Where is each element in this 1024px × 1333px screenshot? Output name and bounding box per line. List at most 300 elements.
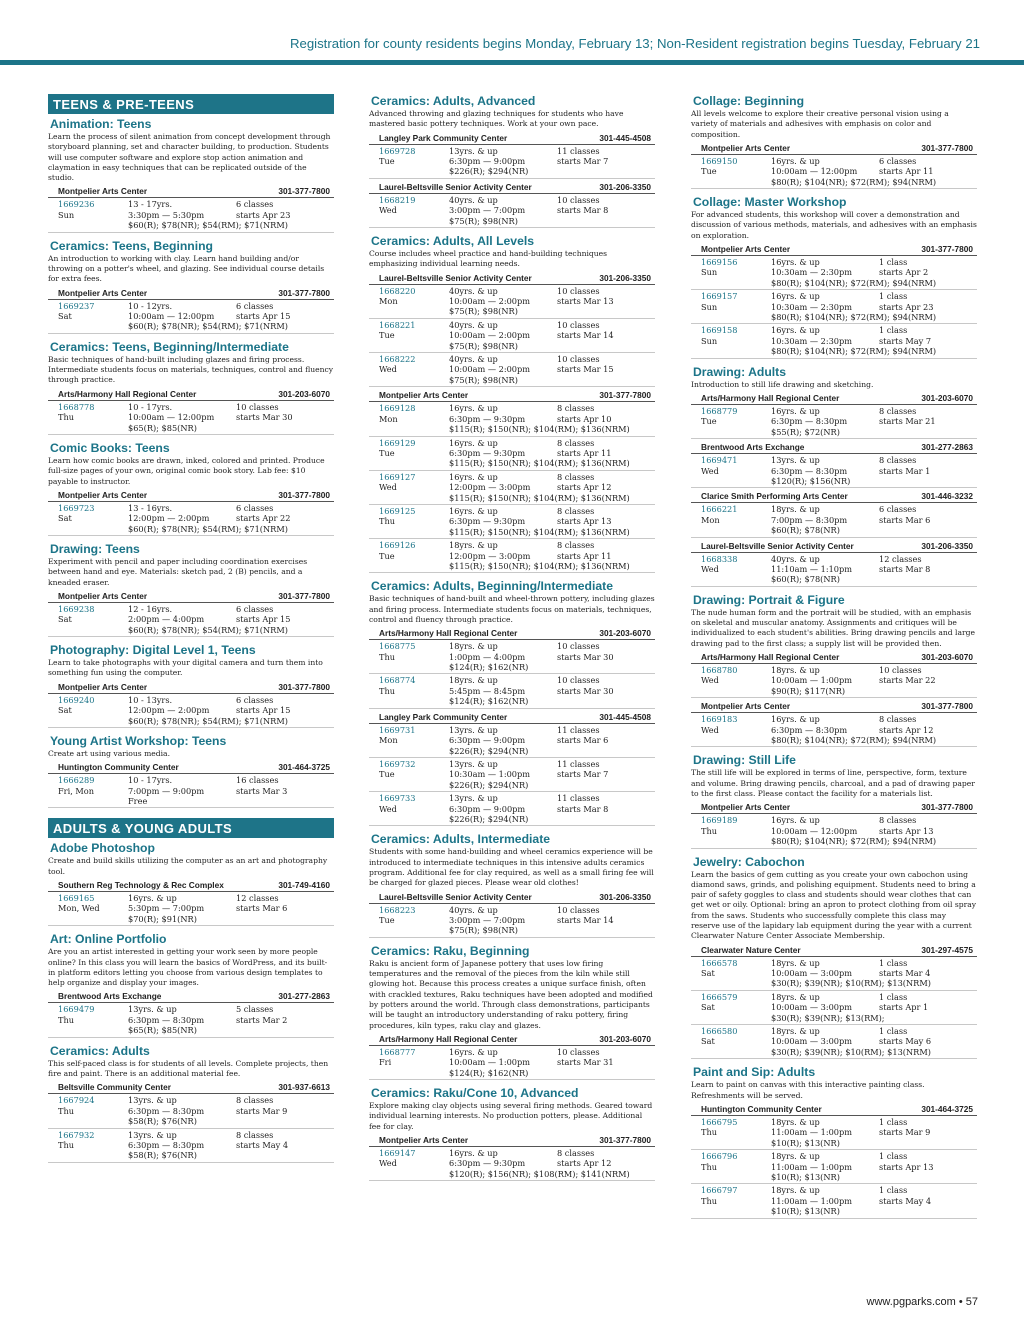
session-count: 1 class: [879, 1185, 908, 1196]
session-count: 10 classes: [557, 1046, 600, 1057]
session-code-day: [379, 540, 449, 571]
session-code-day: [701, 257, 771, 288]
course-code: 1668223: [379, 904, 416, 915]
session-day: Wed: [379, 205, 397, 216]
session-fee: $80(R); $104(NR); $72(RM); $94(NRM): [771, 176, 937, 187]
session-day: Wed: [701, 724, 719, 735]
location-row: [691, 392, 977, 405]
course-description: Learn to take photographs with your digital camera and turn them into something fun using the computer.: [48, 658, 323, 678]
course-block: [691, 855, 977, 1060]
course-description: Are you an artist interested in getting your work seen by more people online? In this class you will learn the basics of WordPress, and its built-in platform editors letting you choose from various design templates to help organize and display your images.: [48, 947, 328, 988]
location-phone: 301-377-7800: [599, 1134, 651, 1145]
session-age: 16yrs. & up: [771, 815, 820, 826]
session-schedule: [236, 503, 334, 534]
session-count: 8 classes: [236, 1095, 274, 1106]
session-start: starts Mar 30: [557, 685, 614, 696]
session-row: [369, 1046, 655, 1080]
location-name: Montpelier Arts Center: [701, 244, 791, 254]
location-row: [369, 891, 655, 904]
session-count: 10 classes: [557, 904, 600, 915]
course-code: 1669156: [701, 257, 738, 267]
session-schedule: [557, 540, 655, 571]
page-footer: www.pgparks.com • 57: [866, 1296, 978, 1308]
course-code: 1668222: [379, 354, 416, 365]
session-count: 8 classes: [236, 1129, 274, 1140]
location-name: Clearwater Nature Center: [701, 944, 801, 955]
session-code-day: [701, 714, 771, 745]
location-phone: 301-377-7800: [278, 489, 330, 500]
session-start: starts Apr 12: [557, 1158, 612, 1169]
session-code-day: [379, 1148, 449, 1179]
session-age: 13yrs. & up: [128, 1129, 177, 1140]
course-code: 1666579: [701, 991, 738, 1002]
location-phone: 301-446-3232: [921, 491, 973, 502]
session-start: starts Apr 11: [879, 166, 934, 177]
session-schedule: [236, 402, 334, 433]
course-title: Ceramics: Adults, Intermediate: [371, 832, 551, 847]
location-name: Huntington Community Center: [701, 1103, 822, 1114]
location-phone: 301-445-4508: [599, 132, 651, 143]
course-description: All levels welcome to explore their creative personal vision using a variety of materials and adhesives with emphasis on color and composition.: [691, 109, 949, 139]
session-age: 18yrs. & up: [771, 991, 820, 1002]
course-code: 1668780: [701, 665, 738, 676]
session-time: 6:30pm — 8:30pm: [771, 416, 848, 427]
location-name: Arts/Harmony Hall Regional Center: [58, 388, 197, 399]
course-code: 1666221: [701, 504, 738, 515]
session-details: [449, 793, 557, 824]
session-age: 10 - 12yrs.: [128, 300, 173, 311]
session-schedule: [236, 604, 334, 635]
session-age: 18yrs. & up: [771, 1026, 820, 1037]
session-schedule: [557, 286, 655, 317]
session-schedule: [557, 1148, 655, 1179]
session-row: [369, 319, 655, 353]
course-code: 1669129: [379, 437, 416, 448]
course-description: Learn how comic books are drawn, inked, colored and printed. Produce full-size pages of your own, original comic book story. Lab fee: $10 payable to instructor.: [48, 455, 325, 486]
session-row: [691, 405, 977, 439]
session-start: starts Apr 23: [236, 209, 291, 220]
session-time: 1:00pm — 4:00pm: [449, 651, 526, 662]
session-time: 10:30am — 2:30pm: [771, 267, 853, 278]
course-code: 1666795: [701, 1116, 738, 1127]
session-code-day: [701, 958, 771, 989]
course-code: 1666580: [701, 1026, 738, 1037]
session-details: [449, 905, 557, 936]
location-row: [369, 132, 655, 145]
session-time: 11:00am — 1:00pm: [771, 1161, 853, 1172]
course-title: Collage: Beginning: [693, 94, 805, 108]
location-name: Arts/Harmony Hall Regional Center: [379, 628, 518, 639]
session-details: [771, 1117, 879, 1148]
session-day: Fri, Mon: [58, 785, 95, 796]
course-code: 1669471: [701, 455, 738, 466]
course-block: [48, 239, 334, 334]
session-count: 8 classes: [557, 437, 595, 448]
session-day: Mon: [379, 413, 398, 424]
course-title: Ceramics: Adults, All Levels: [371, 234, 535, 249]
session-row: [369, 505, 655, 539]
session-fee: $75(R); $98(NR): [449, 306, 518, 317]
session-age: 16yrs. & up: [449, 1147, 498, 1158]
session-day: Sun: [701, 335, 718, 346]
session-code-day: [701, 992, 771, 1023]
session-start: starts Apr 23: [879, 301, 934, 312]
location-row: [691, 1103, 977, 1116]
session-time: 12:00pm — 2:00pm: [128, 513, 210, 524]
session-code-day: [701, 325, 771, 356]
session-start: starts May 7: [879, 335, 932, 346]
session-code-day: [701, 1185, 771, 1216]
session-details: [771, 1151, 879, 1182]
session-age: 10 - 17yrs.: [128, 775, 173, 786]
course-code: 1669126: [379, 540, 416, 551]
session-day: Sat: [58, 614, 72, 625]
session-count: 6 classes: [236, 300, 274, 311]
session-age: 16yrs. & up: [771, 714, 820, 725]
session-fee: $30(R); $39(NR); $10(RM); $13(NRM): [771, 978, 931, 989]
location-row: [48, 388, 334, 401]
session-time: 6:30pm — 9:00pm: [449, 803, 526, 814]
session-code-day: [379, 793, 449, 824]
session-start: starts Mar 7: [557, 156, 609, 166]
session-time: 10:00am — 1:00pm: [771, 675, 853, 686]
session-code-day: [58, 199, 128, 230]
session-count: 5 classes: [236, 1004, 274, 1015]
session-age: 18yrs. & up: [771, 1185, 820, 1196]
session-details: [449, 725, 557, 756]
course-title: Young Artist Workshop: Teens: [50, 733, 227, 748]
session-details: [771, 455, 879, 486]
session-time: 6:30pm — 9:30pm: [449, 516, 526, 527]
session-time: 3:00pm — 7:00pm: [449, 205, 526, 216]
session-start: starts Mar 1: [879, 465, 931, 476]
session-start: starts Mar 8: [557, 205, 609, 216]
session-age: 40yrs. & up: [449, 285, 498, 296]
session-start: starts Apr 13: [879, 825, 934, 836]
session-row: [691, 290, 977, 324]
session-day: Mon: [701, 514, 720, 525]
session-time: 3:00pm — 7:00pm: [449, 914, 526, 925]
session-count: 6 classes: [236, 199, 274, 210]
session-schedule: [236, 1004, 334, 1035]
session-time: 10:30am — 2:30pm: [771, 301, 853, 312]
location-row: [691, 441, 977, 454]
session-day: Thu: [58, 1139, 75, 1150]
session-schedule: [879, 455, 977, 486]
location-phone: 301-206-3350: [599, 181, 651, 192]
session-schedule: [879, 992, 977, 1023]
session-row: [691, 957, 977, 991]
session-time: 6:30pm — 9:00pm: [449, 735, 526, 746]
session-row: [691, 256, 977, 290]
session-details: [449, 146, 557, 177]
course-code: 1669127: [379, 471, 416, 482]
session-start: starts Mar 8: [879, 564, 931, 575]
session-code-day: [701, 455, 771, 486]
session-row: [691, 155, 977, 189]
session-fee: $124(R); $162(NR): [449, 696, 529, 707]
session-time: 6:30pm — 8:30pm: [128, 1139, 205, 1150]
course-description: For advanced students, this workshop will cover a demonstration and discussion of various methods, materials, and adhesives with an emphasis on exploration.: [691, 210, 977, 240]
session-age: 13yrs. & up: [449, 724, 498, 735]
session-age: 18yrs. & up: [771, 1116, 820, 1127]
session-fee: $124(R); $162(NR): [449, 662, 529, 673]
session-time: 6:30pm — 9:30pm: [449, 1158, 526, 1169]
session-details: [771, 504, 879, 535]
session-age: 16yrs. & up: [449, 505, 498, 516]
session-details: [449, 675, 557, 706]
session-time: 10:00am — 1:00pm: [449, 1057, 531, 1068]
session-time: 10:00am — 3:00pm: [771, 968, 853, 979]
session-age: 16yrs. & up: [449, 403, 498, 414]
location-name: Brentwood Arts Exchange: [701, 442, 805, 453]
session-row: [691, 503, 977, 537]
session-row: [691, 454, 977, 488]
course-description: Basic techniques of hand-built including glazes and firing process. Intermediate students focus on materials, techniques, control and fluency through practice.: [48, 354, 334, 385]
session-day: Mon, Wed: [58, 903, 100, 914]
session-day: Thu: [58, 412, 75, 423]
session-day: Tue: [379, 447, 395, 458]
session-age: 13yrs. & up: [449, 793, 498, 804]
session-age: 18yrs. & up: [771, 1151, 820, 1162]
session-schedule: [879, 714, 977, 745]
session-fee: Free: [128, 796, 148, 807]
course-block: [48, 117, 334, 233]
session-count: 8 classes: [557, 540, 595, 551]
location-row: [691, 142, 977, 155]
session-details: [449, 286, 557, 317]
session-code-day: [379, 354, 449, 385]
session-fee: $226(R); $294(NR): [449, 813, 529, 824]
banner-text: Registration for county residents begins Monday, February 13; Non-Resident registration begins Tuesday, February 21: [289, 36, 980, 51]
session-fee: $58(R); $76(NR): [128, 1150, 197, 1161]
location-row: [369, 1033, 655, 1046]
session-fee: $120(R); $156(NR); $108(RM); $141(NRM): [449, 1168, 630, 1179]
session-time: 6:30pm — 9:30pm: [449, 447, 526, 458]
session-day: Sat: [701, 1036, 715, 1047]
location-phone: 301-203-6070: [599, 1033, 651, 1044]
location-name: Montpelier Arts Center: [58, 590, 148, 601]
session-start: starts Mar 31: [557, 1057, 614, 1068]
course-title: Photography: Digital Level 1, Teens: [50, 643, 256, 658]
session-fee: $75(R); $98(NR): [449, 925, 518, 936]
session-age: 13yrs. & up: [128, 1004, 177, 1015]
location-phone: 301-377-7800: [921, 142, 973, 153]
session-schedule: [236, 199, 334, 230]
session-age: 16yrs. & up: [449, 437, 498, 448]
session-age: 13yrs. & up: [449, 145, 498, 156]
session-day: Tue: [379, 550, 395, 561]
session-code-day: [58, 1095, 128, 1126]
course-title: Drawing: Adults: [693, 364, 786, 379]
session-count: 1 class: [879, 291, 908, 302]
session-row: [48, 603, 334, 637]
session-fee: $70(R); $91(NR): [128, 913, 197, 924]
session-count: 11 classes: [557, 724, 600, 735]
session-time: 12:00pm — 3:00pm: [449, 550, 531, 561]
course-block: [48, 932, 334, 1037]
session-count: 8 classes: [879, 714, 917, 725]
session-fee: $30(R); $39(NR); $10(RM); $13(NRM): [771, 1046, 931, 1057]
session-row: [48, 1003, 334, 1037]
session-start: starts Apr 22: [236, 513, 291, 524]
course-description: Raku is ancient form of Japanese pottery that uses low firing temperatures and the removal of the pieces from the kiln while still glowing hot. Because this process creates a unique surface finish, often with crackled textures, Raku techniques have been adopted and modified by potters around the world. Through class demonstrations, participants will be taught an introductory understanding of raku pottery, firing procedures, kiln types, raku clay and glazes.: [369, 958, 653, 1030]
session-age: 18yrs. & up: [771, 665, 820, 676]
session-code-day: [379, 905, 449, 936]
session-row: [369, 437, 655, 471]
session-day: Sat: [58, 311, 72, 321]
location-phone: 301-277-2863: [921, 442, 973, 453]
course-description: Introduction to still life drawing and sketching.: [691, 379, 874, 389]
session-code-day: [701, 406, 771, 437]
session-age: 13yrs. & up: [771, 455, 820, 466]
session-count: 10 classes: [557, 285, 600, 296]
session-day: Thu: [701, 1161, 718, 1172]
course-title: Ceramics: Adults: [50, 1043, 150, 1058]
session-row: [369, 402, 655, 436]
session-count: 6 classes: [236, 502, 274, 513]
session-day: Sat: [58, 705, 72, 716]
location-name: Montpelier Arts Center: [379, 390, 469, 401]
session-time: 3:30pm — 5:30pm: [128, 209, 205, 220]
location-row: [48, 990, 334, 1003]
location-row: [48, 287, 334, 300]
course-code: 1669728: [379, 145, 416, 156]
session-schedule: [879, 504, 977, 535]
course-description: Course includes wheel practice and hand-building techniques emphasizing individual learning needs.: [369, 249, 608, 269]
session-time: 6:30pm — 8:30pm: [771, 724, 848, 735]
course-block: [691, 365, 977, 587]
session-code-day: [58, 1004, 128, 1035]
session-fee: $30(R); $39(NR); $13(RM);: [771, 1012, 885, 1023]
course-block: [369, 579, 655, 826]
location-name: Montpelier Arts Center: [58, 186, 148, 197]
session-schedule: [879, 665, 977, 696]
session-time: 10:00am — 2:00pm: [449, 330, 531, 341]
session-start: starts Apr 15: [236, 705, 291, 716]
session-day: Sat: [701, 1002, 715, 1013]
session-day: Wed: [379, 1158, 397, 1169]
session-fee: $115(R); $150(NR); $104(RM); $136(NRM): [449, 424, 630, 435]
session-count: 6 classes: [236, 694, 274, 705]
location-phone: 301-277-2863: [278, 991, 330, 1002]
session-day: Tue: [701, 416, 717, 427]
course-description: The nude human form and the portrait will be studied, with an emphasis on skeletal and muscular anatomy. Assignments and critiques will be individualized to each student's abilities. Bring drawing pencils and large drawing pad to the first class; a supply list will be provided then.: [691, 607, 975, 648]
session-time: 11:00am — 1:00pm: [771, 1195, 853, 1206]
course-code: 1669733: [379, 793, 416, 804]
session-details: [128, 893, 236, 924]
course-block: [48, 542, 334, 637]
course-code: 1669165: [58, 893, 95, 904]
session-count: 6 classes: [236, 603, 274, 614]
location-phone: 301-297-4575: [921, 944, 973, 955]
session-code-day: [379, 403, 449, 434]
session-start: starts Mar 21: [879, 416, 936, 427]
session-count: 12 classes: [236, 893, 279, 904]
session-row: [691, 1150, 977, 1184]
session-code-day: [701, 554, 771, 585]
course-block: [369, 234, 655, 573]
session-row: [48, 1129, 334, 1163]
course-code: 1668220: [379, 285, 416, 296]
course-code: 1669128: [379, 403, 416, 414]
session-row: [691, 713, 977, 747]
course-description: Basic techniques of hand-built and wheel-thrown pottery, including glazes and firing process. Intermediate students focus on materials, techniques, control and fluency through practice.: [369, 594, 655, 624]
session-row: [48, 300, 334, 334]
session-details: [771, 554, 879, 585]
location-phone: 301-203-6070: [921, 392, 973, 403]
session-row: [691, 664, 977, 698]
location-name: Arts/Harmony Hall Regional Center: [379, 1033, 518, 1044]
location-phone: 301-377-7800: [278, 287, 330, 298]
course-code: 1666796: [701, 1151, 738, 1162]
location-phone: 301-203-6070: [599, 628, 651, 639]
session-day: Wed: [701, 465, 719, 476]
course-code: 1669183: [701, 714, 738, 725]
session-fee: $80(R); $104(NR); $72(RM); $94(NRM): [771, 346, 937, 357]
session-start: starts Mar 2: [236, 1014, 288, 1025]
course-title: Ceramics: Adults, Advanced: [371, 94, 536, 108]
session-schedule: [557, 146, 655, 177]
course-description: Experiment with pencil and paper including coordination exercises between hand and eye. Materials: sketch pad, 2 (B) pencils, and a kneaded eraser.: [48, 557, 308, 587]
course-block: [691, 1065, 977, 1218]
session-row: [48, 198, 334, 232]
course-code: 1669723: [58, 502, 95, 513]
column-1: [48, 94, 334, 1169]
course-code: 1668221: [379, 319, 416, 330]
session-row: [691, 553, 977, 587]
location-row: [691, 700, 977, 713]
session-fee: $10(R); $13(NR): [771, 1171, 840, 1182]
session-schedule: [557, 506, 655, 537]
session-age: 16yrs. & up: [449, 471, 498, 482]
session-count: 10 classes: [879, 665, 922, 676]
session-age: 40yrs. & up: [449, 904, 498, 915]
session-fee: $90(R); $117(NR): [771, 685, 846, 696]
location-row: [48, 761, 334, 774]
session-start: starts Mar 9: [236, 1105, 288, 1116]
course-title: Jewelry: Cabochon: [693, 854, 805, 869]
session-time: 11:00am — 1:00pm: [771, 1127, 853, 1138]
course-code: 1669158: [701, 325, 738, 336]
session-fee: $60(R); $78(NR); $54(RM); $71(NRM): [128, 220, 288, 231]
location-phone: 301-203-6070: [278, 388, 330, 399]
section-header: TEENS & PRE-TEENS: [48, 94, 334, 114]
course-title: Ceramics: Teens, Beginning: [50, 238, 213, 253]
course-code: 1666797: [701, 1185, 738, 1196]
registration-banner: [0, 0, 1024, 66]
session-time: 10:00am — 12:00pm: [128, 311, 215, 321]
session-count: 8 classes: [557, 403, 595, 414]
session-fee: $124(R); $162(NR): [449, 1067, 529, 1078]
course-title: Comic Books: Teens: [50, 440, 170, 455]
course-block: [48, 1044, 334, 1163]
session-age: 16yrs. & up: [771, 405, 820, 416]
session-fee: $60(R); $78(NR); $54(RM); $71(NRM): [128, 715, 288, 726]
session-schedule: [236, 1095, 334, 1126]
session-start: starts Mar 14: [557, 330, 614, 341]
session-code-day: [379, 641, 449, 672]
location-name: Montpelier Arts Center: [701, 802, 791, 813]
course-code: 1668779: [701, 405, 738, 416]
location-phone: 301-206-3350: [921, 540, 973, 551]
session-code-day: [379, 1047, 449, 1078]
course-block: [48, 841, 334, 926]
course-description: Explore making clay objects using several firing methods. Geared toward individual learning interests. No production potters, please. Additional fee for clay.: [369, 1101, 653, 1131]
course-description: Create and build skills utilizing the computer as an art and photography tool.: [48, 856, 328, 876]
session-schedule: [557, 905, 655, 936]
course-code: 1669238: [58, 603, 95, 614]
